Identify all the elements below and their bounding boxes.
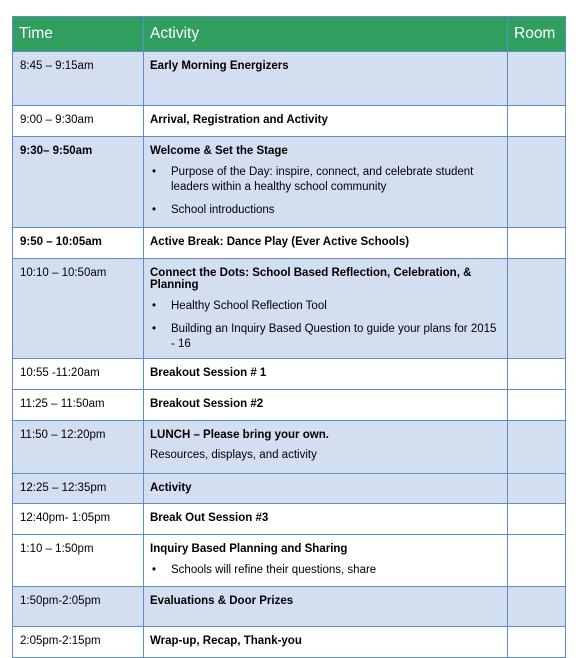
room-cell: [508, 474, 566, 504]
table-row: [13, 359, 566, 390]
bullet-list: [150, 165, 501, 218]
time-cell: 11:50 – 12:20pm: [13, 421, 144, 474]
activity-title: Evaluations & Door Prizes: [150, 595, 294, 607]
header-row: [13, 17, 566, 52]
activity-title: Wrap-up, Recap, Thank-you: [150, 635, 302, 647]
room-cell: [508, 587, 566, 627]
room-cell: [508, 421, 566, 474]
activity-title: Breakout Session # 1: [150, 367, 267, 379]
time-cell: 12:25 – 12:35pm: [13, 474, 144, 504]
activity-cell: [144, 106, 508, 137]
room-cell: [508, 504, 566, 535]
table-row: [13, 504, 566, 535]
bullet-list: [150, 563, 501, 578]
activity-note: Resources, displays, and activity: [150, 449, 317, 461]
time-cell: 10:10 – 10:50am: [13, 259, 144, 359]
activity-title: LUNCH – Please bring your own.: [150, 429, 329, 441]
list-item: • Healthy School Reflection Tool: [171, 299, 501, 314]
activity-cell: [144, 627, 508, 658]
activity-title: Early Morning Energizers: [150, 60, 289, 72]
table-row: [13, 535, 566, 587]
activity-title: Inquiry Based Planning and Sharing: [150, 543, 348, 555]
room-cell: [508, 535, 566, 587]
time-cell: 1:10 – 1:50pm: [13, 535, 144, 587]
activity-title: Break Out Session #3: [150, 512, 269, 524]
room-cell: [508, 259, 566, 359]
list-item: • Purpose of the Day: inspire, connect, and celebrate student leaders within a healthy school community: [171, 165, 501, 195]
time-cell: 9:00 – 9:30am: [13, 106, 144, 137]
time-cell: 11:25 – 11:50am: [13, 390, 144, 421]
table-row: [13, 627, 566, 658]
room-cell: [508, 106, 566, 137]
time-cell: 8:45 – 9:15am: [13, 52, 144, 106]
header-time: Time: [13, 17, 144, 52]
table-row: [13, 421, 566, 474]
activity-cell: [144, 390, 508, 421]
table-row: [13, 106, 566, 137]
list-item: • Building an Inquiry Based Question to guide your plans for 2015 - 16: [171, 322, 501, 352]
activity-cell: [144, 137, 508, 228]
activity-cell: [144, 52, 508, 106]
activity-cell: [144, 359, 508, 390]
list-item: • School introductions: [171, 203, 501, 218]
activity-cell: [144, 228, 508, 259]
activity-cell: [144, 259, 508, 359]
table-row: [13, 390, 566, 421]
agenda-table: [12, 16, 566, 658]
room-cell: [508, 228, 566, 259]
activity-cell: [144, 504, 508, 535]
room-cell: [508, 52, 566, 106]
activity-cell: [144, 421, 508, 474]
table-row: [13, 474, 566, 504]
agenda-document: [12, 16, 565, 658]
table-row: [13, 228, 566, 259]
activity-title: Activity: [150, 482, 192, 494]
table-row: [13, 587, 566, 627]
activity-title: Breakout Session #2: [150, 398, 264, 410]
time-cell: 2:05pm-2:15pm: [13, 627, 144, 658]
time-cell: 1:50pm-2:05pm: [13, 587, 144, 627]
activity-cell: [144, 587, 508, 627]
room-cell: [508, 627, 566, 658]
time-cell: 9:50 – 10:05am: [13, 228, 144, 259]
header-room: Room: [508, 17, 566, 52]
table-row: [13, 259, 566, 359]
header-activity: Activity: [144, 17, 508, 52]
list-item: • Schools will refine their questions, share: [171, 563, 501, 578]
activity-title: Welcome & Set the Stage: [150, 145, 288, 157]
activity-cell: [144, 474, 508, 504]
time-cell: 9:30– 9:50am: [13, 137, 144, 228]
room-cell: [508, 359, 566, 390]
room-cell: [508, 137, 566, 228]
room-cell: [508, 390, 566, 421]
activity-cell: [144, 535, 508, 587]
time-cell: 12:40pm- 1:05pm: [13, 504, 144, 535]
table-row: [13, 137, 566, 228]
activity-title: Arrival, Registration and Activity: [150, 114, 328, 126]
activity-title: Connect the Dots: School Based Reflection, Celebration, & Planning: [150, 267, 472, 291]
bullet-list: [150, 299, 501, 352]
activity-title: Active Break: Dance Play (Ever Active Schools): [150, 236, 410, 248]
time-cell: 10:55 -11:20am: [13, 359, 144, 390]
table-row: [13, 52, 566, 106]
